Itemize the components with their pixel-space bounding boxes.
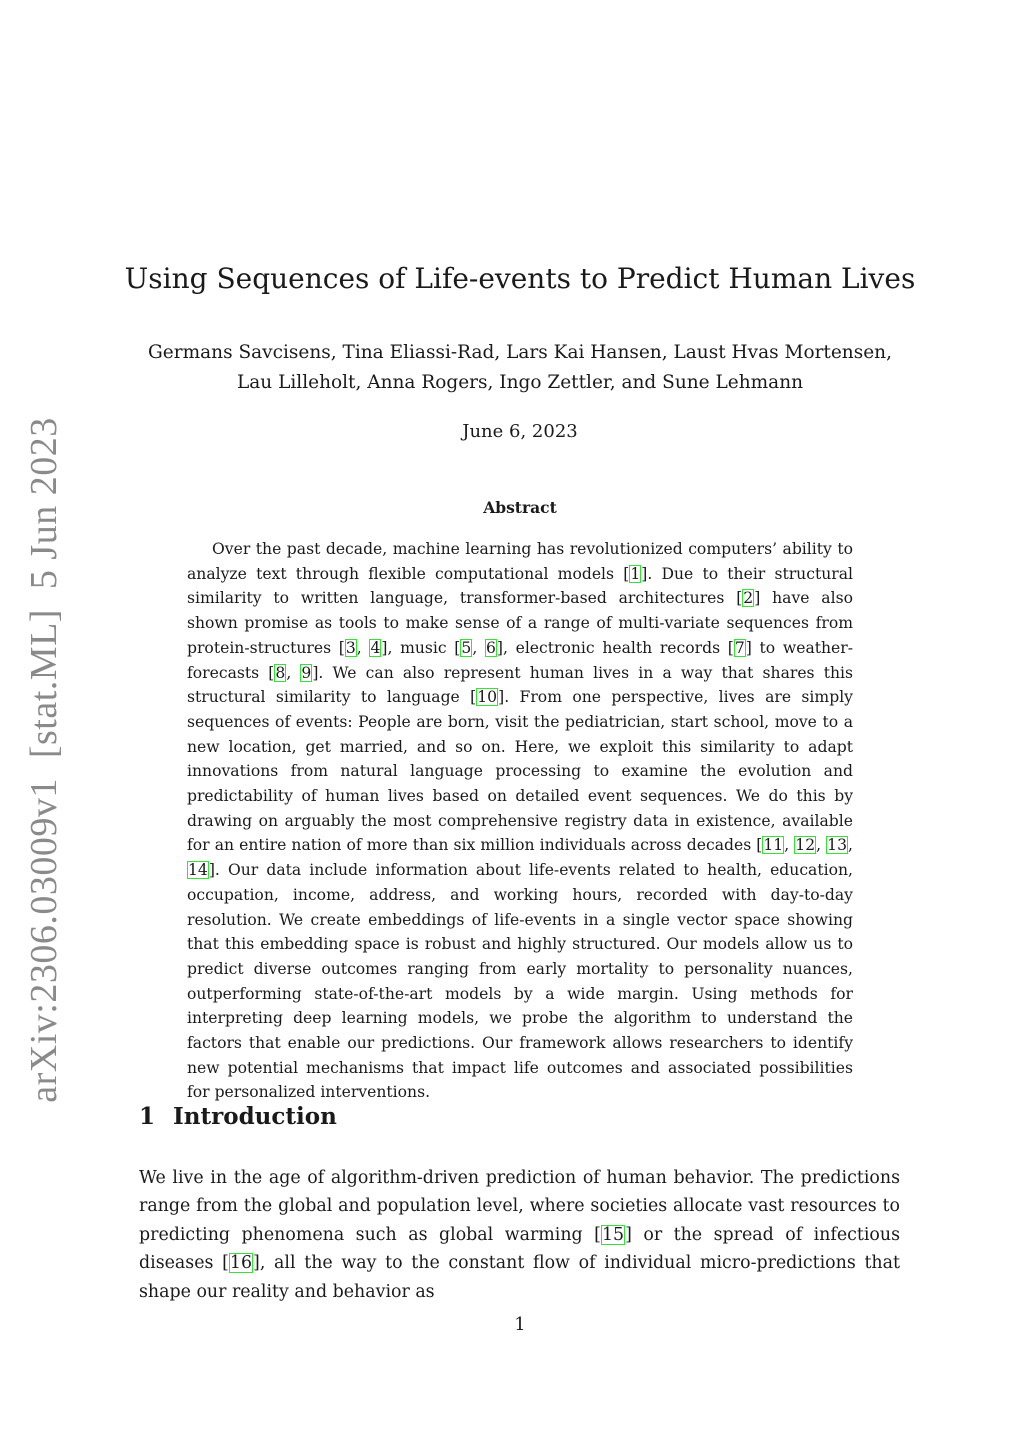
citation-link[interactable]: 14 [188,861,208,880]
text-run: , [784,836,795,855]
citation-link[interactable]: 16 [229,1253,253,1274]
section-heading [139,1102,337,1132]
author-line-2: Lau Lilleholt, Anna Rogers, Ingo Zettler, and Sune Lehmann [236,372,804,393]
text-run: ]. Due to their structural similarity to written language, transformer-based architectures [ [187,564,853,608]
citation-link[interactable]: 15 [601,1224,625,1245]
text-run: ] or the spread of infectious diseases [ [139,1224,900,1274]
text-run: ]. Our data include information about life-events related to health, education, occupation, income, address, and working hours, recorded with day-to-day resolution. We create embeddings of life-events in a single vector space showing that this embedding space is robust and highly structured. Our models allow us to predict diverse outcomes ranging from early mortality to personality nuances, outperforming state-of-the-art models by a wide margin. Using methods for interpreting deep learning models, we probe the algorithm to understand the factors that enable our predictions. Our framework allows researchers to identify new potential mechanisms that impact life outcomes and associated possibilities for personalized interventions. [187,861,853,1102]
text-run: ]. From one perspective, lives are simply sequences of events: People are born, visit the pediatrician, start school, move to a new location, get married, and so on. Here, we exploit this similarity to adapt innovations from natural language processing to examine the evolution and predictability of human lives based on detailed event sequences. We do this by drawing on arguably the most comprehensive registry data in existence, available for an entire nation of more than six million individuals across decades [ [187,688,853,855]
citation-link[interactable]: 1 [630,564,641,583]
page-number: 1 [514,1314,526,1335]
text-run: , [848,836,853,855]
citation-link[interactable]: 13 [827,836,848,855]
text-run: ] to weather-forecasts [ [187,638,854,682]
publication-date: June 6, 2023 [462,421,578,442]
citation-link[interactable]: 5 [461,638,472,657]
section-title: Introduction [173,1103,337,1130]
text-run: ], electronic health records [ [496,638,734,657]
citation-link[interactable]: 11 [763,836,784,855]
text-run: ], music [ [381,638,461,657]
citation-link[interactable]: 4 [370,638,381,657]
abstract-body [187,537,853,1105]
author-list [100,338,940,398]
arxiv-category: [stat.ML] [23,609,65,759]
paper-title: Using Sequences of Life-events to Predict Human Lives [124,262,916,295]
text-run: , [356,638,370,657]
citation-link[interactable]: 12 [795,836,816,855]
citation-link[interactable]: 3 [345,638,356,657]
citation-link[interactable]: 6 [485,638,496,657]
author-line-1: Germans Savcisens, Tina Eliassi-Rad, Lars Kai Hansen, Laust Hvas Mortensen, [148,342,892,363]
text-run: ]. We can also represent human lives in a way that shares this structural similarity to language [ [187,663,853,707]
abstract-heading: Abstract [483,498,557,517]
citation-link[interactable]: 10 [477,688,498,707]
citation-link[interactable]: 2 [743,589,754,608]
text-run: Over the past decade, machine learning has revolutionized computers’ ability to analyze text through flexible computational models [ [187,540,853,583]
text-run: , [286,663,301,682]
text-run: , [472,638,485,657]
intro-paragraph [139,1164,900,1306]
text-run: ] have also shown promise as tools to make sense of a range of multi-variate sequences from protein-structures [ [187,589,853,657]
section-number: 1 [139,1103,156,1130]
citation-link[interactable]: 9 [301,663,312,682]
arxiv-id: arXiv:2306.03009v1 [23,778,65,1103]
text-run: ], all the way to the constant flow of individual micro-predictions that shape our reality and behavior as [139,1253,900,1302]
citation-link[interactable]: 8 [275,663,286,682]
citation-link[interactable]: 7 [734,638,745,657]
arxiv-stamp [22,407,66,1112]
text-run: , [816,836,827,855]
text-run: We live in the age of algorithm-driven prediction of human behavior. The predictions range from the global and population level, where societies allocate vast resources to predicting phenomena such as global warming [ [139,1168,900,1245]
arxiv-date: 5 Jun 2023 [23,417,65,590]
